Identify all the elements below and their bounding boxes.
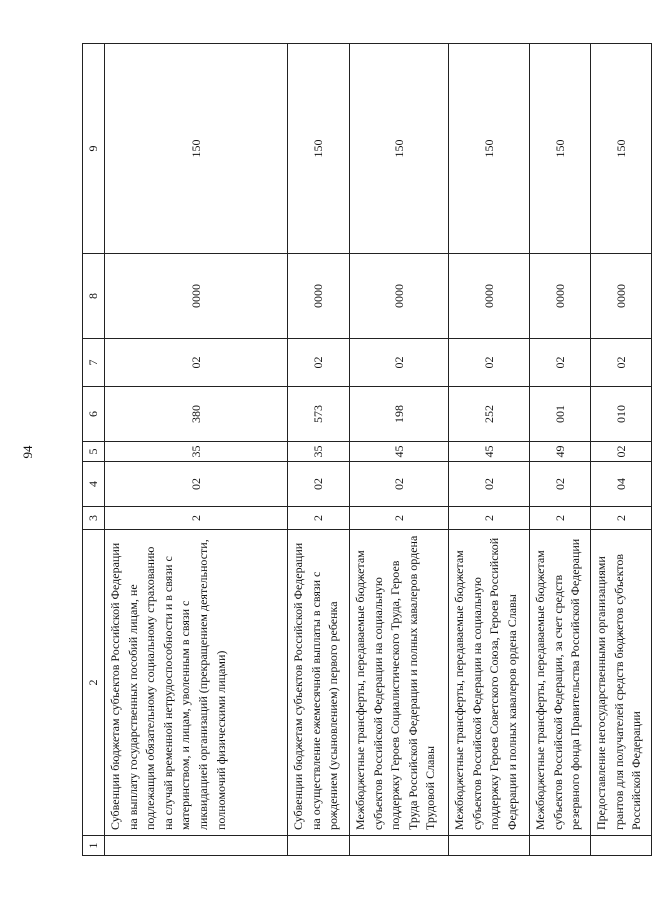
cell-col-7: 02 <box>530 339 591 387</box>
header-col-3: 3 <box>83 507 105 530</box>
cell-col-5: 49 <box>530 442 591 462</box>
header-col-1: 1 <box>83 836 105 856</box>
header-col-7: 7 <box>83 339 105 387</box>
cell-description: Субвенции бюджетам субъектов Российской Федерации на выплату государственных пособий лицам, не подлежащим обязательному социальному страхованию на случай временной нетрудоспособности и в связи с материнством, и лицам, уволенным в связи с ликвидацией организаций (прекращением деятельности, полномочий физическими лицами) <box>105 530 288 836</box>
header-col-4: 4 <box>83 462 105 507</box>
cell-col-9: 150 <box>350 44 449 254</box>
cell-col-6: 380 <box>105 387 288 442</box>
cell-col-6: 198 <box>350 387 449 442</box>
page-number: 94 <box>20 445 35 459</box>
cell-col-9: 150 <box>449 44 530 254</box>
cell-col-1 <box>105 836 288 856</box>
cell-col-1 <box>530 836 591 856</box>
cell-col-8: 0000 <box>449 254 530 339</box>
cell-col-8: 0000 <box>288 254 350 339</box>
cell-col-6: 001 <box>530 387 591 442</box>
cell-col-8: 0000 <box>105 254 288 339</box>
rotated-table-container <box>82 44 644 856</box>
cell-col-4: 02 <box>105 462 288 507</box>
cell-description: Межбюджетные трансферты, передаваемые бюджетам субъектов Российской Федерации на социальную поддержку Героев Советского Союза, Героев Российской Федерации и полных кавалеров ордена Славы <box>449 530 530 836</box>
cell-col-5: 45 <box>449 442 530 462</box>
cell-description: Межбюджетные трансферты, передаваемые бюджетам субъектов Российской Федерации, за счет средств резервного фонда Правительства Российской Федерации <box>530 530 591 836</box>
cell-col-5: 45 <box>350 442 449 462</box>
cell-col-1 <box>350 836 449 856</box>
cell-col-9: 150 <box>591 44 652 254</box>
cell-col-1 <box>288 836 350 856</box>
cell-description: Межбюджетные трансферты, передаваемые бюджетам субъектов Российской Федерации на социальную поддержку Героев Социалистического Труда, Героев Труда Российской Федерации и полных кавалеров ордена Трудовой Славы <box>350 530 449 836</box>
table-row <box>591 44 652 856</box>
cell-col-7: 02 <box>288 339 350 387</box>
header-row <box>83 44 105 856</box>
cell-col-1 <box>449 836 530 856</box>
cell-col-4: 04 <box>591 462 652 507</box>
cell-col-7: 02 <box>449 339 530 387</box>
cell-col-7: 02 <box>350 339 449 387</box>
cell-col-9: 150 <box>105 44 288 254</box>
cell-col-1 <box>591 836 652 856</box>
cell-col-6: 010 <box>591 387 652 442</box>
cell-col-5: 02 <box>591 442 652 462</box>
budget-classification-table <box>82 43 652 856</box>
cell-col-6: 252 <box>449 387 530 442</box>
cell-col-7: 02 <box>591 339 652 387</box>
header-col-9: 9 <box>83 44 105 254</box>
cell-col-3: 2 <box>449 507 530 530</box>
table-row <box>105 44 288 856</box>
cell-col-4: 02 <box>288 462 350 507</box>
table-row <box>530 44 591 856</box>
cell-col-7: 02 <box>105 339 288 387</box>
cell-description: Субвенции бюджетам субъектов Российской Федерации на осуществление ежемесячной выплаты в связи с рождением (усыновлением) первого ребенка <box>288 530 350 836</box>
cell-col-4: 02 <box>350 462 449 507</box>
table-row <box>350 44 449 856</box>
header-col-8: 8 <box>83 254 105 339</box>
cell-col-4: 02 <box>530 462 591 507</box>
cell-col-5: 35 <box>288 442 350 462</box>
cell-col-6: 573 <box>288 387 350 442</box>
cell-col-3: 2 <box>288 507 350 530</box>
table-row <box>449 44 530 856</box>
cell-col-4: 02 <box>449 462 530 507</box>
cell-col-8: 0000 <box>350 254 449 339</box>
header-col-2: 2 <box>83 530 105 836</box>
cell-col-9: 150 <box>530 44 591 254</box>
header-col-5: 5 <box>83 442 105 462</box>
cell-col-5: 35 <box>105 442 288 462</box>
cell-col-8: 0000 <box>530 254 591 339</box>
cell-col-9: 150 <box>288 44 350 254</box>
header-col-6: 6 <box>83 387 105 442</box>
cell-col-3: 2 <box>591 507 652 530</box>
cell-col-3: 2 <box>530 507 591 530</box>
cell-col-3: 2 <box>350 507 449 530</box>
cell-col-3: 2 <box>105 507 288 530</box>
cell-col-8: 0000 <box>591 254 652 339</box>
table-row <box>288 44 350 856</box>
cell-description: Предоставление негосударственными организациями грантов для получателей средств бюджетов субъектов Российской Федерации <box>591 530 652 836</box>
